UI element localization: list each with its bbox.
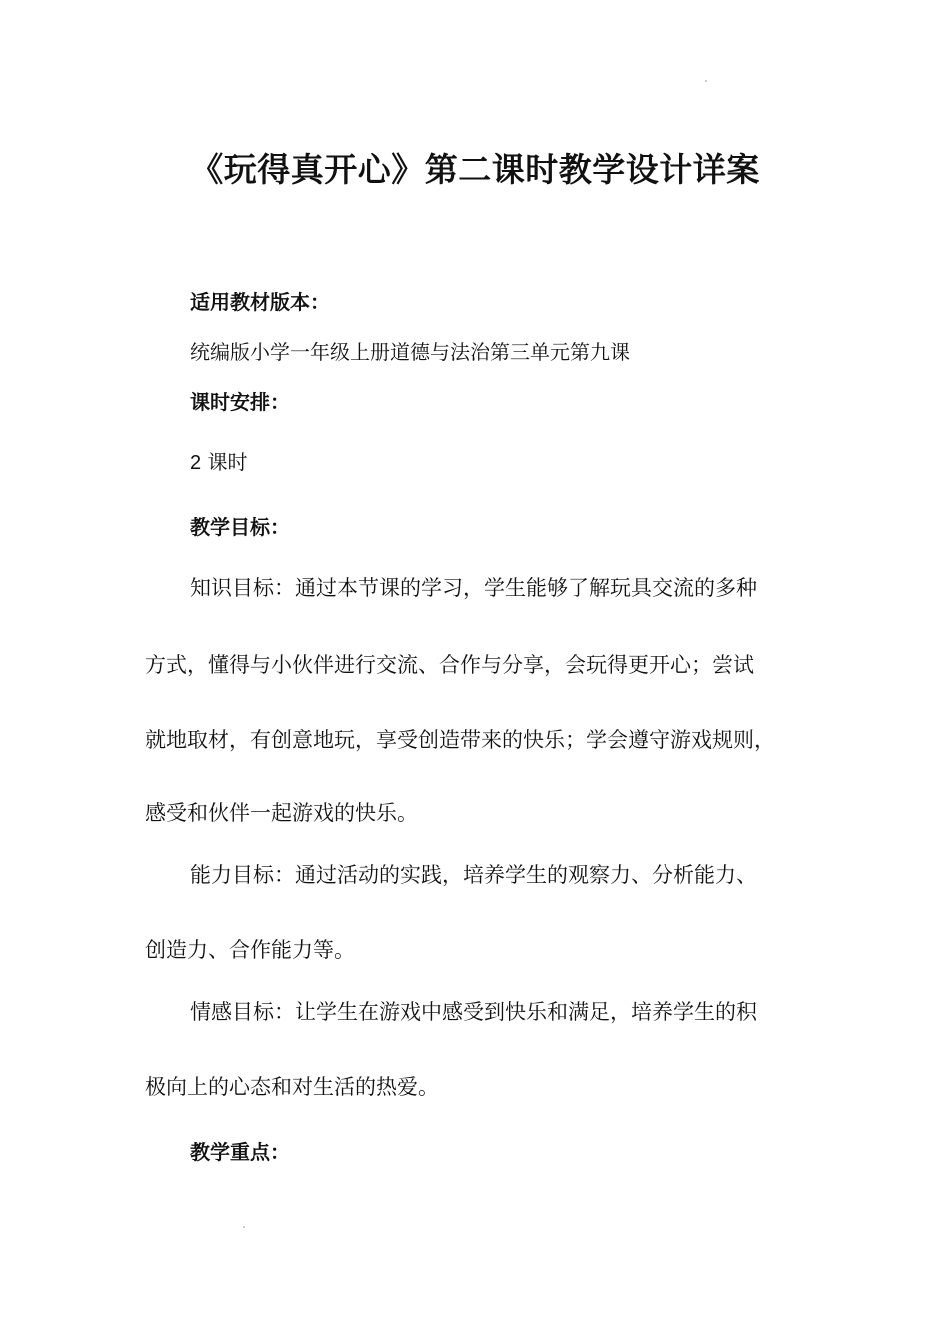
paragraph-line: 情感目标：让学生在游戏中感受到快乐和满足，培养学生的积 <box>190 1000 757 1024</box>
edition-text: 统编版小学一年级上册道德与法治第三单元第九课 <box>190 340 630 364</box>
paragraph-line: 创造力、合作能力等。 <box>145 938 355 962</box>
schedule-number: 2 <box>190 452 202 474</box>
ability-goal-paragraph <box>145 860 825 970</box>
goals-heading: 教学目标： <box>190 515 290 539</box>
emotion-goal-paragraph <box>145 997 825 1107</box>
paragraph-line: 极向上的心态和对生活的热爱。 <box>145 1075 439 1099</box>
paragraph-line: 能力目标：通过活动的实践，培养学生的观察力、分析能力、 <box>190 863 757 887</box>
knowledge-goal-paragraph <box>145 573 825 833</box>
schedule-heading: 课时安排： <box>190 390 290 414</box>
schedule-text <box>190 447 247 478</box>
key-points-heading: 教学重点： <box>190 1140 290 1164</box>
paragraph-line: 方式，懂得与小伙伴进行交流、合作与分享，会玩得更开心；尝试 <box>145 653 754 677</box>
edition-heading: 适用教材版本： <box>190 290 330 314</box>
document-title: 《玩得真开心》第二课时教学设计详案 <box>190 150 760 189</box>
paragraph-line: 感受和伙伴一起游戏的快乐。 <box>145 801 418 825</box>
corner-mark-bottom <box>243 1226 245 1228</box>
paragraph-line: 就地取材，有创意地玩，享受创造带来的快乐；学会遵守游戏规则， <box>145 728 775 752</box>
paragraph-line: 知识目标：通过本节课的学习，学生能够了解玩具交流的多种 <box>190 576 757 600</box>
corner-mark-top <box>705 80 707 82</box>
schedule-unit: 课时 <box>207 450 248 474</box>
